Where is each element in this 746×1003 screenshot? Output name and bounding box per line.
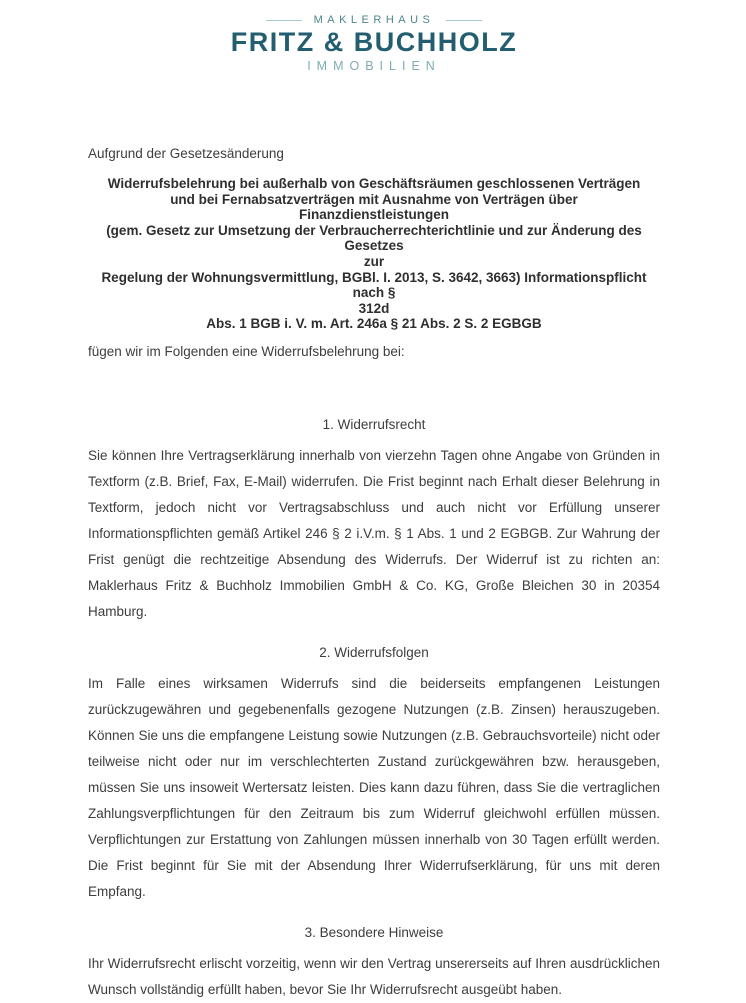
document-content [88, 146, 660, 1003]
document-title-line: zur [363, 253, 385, 269]
document-title-line: (gem. Gesetz zur Umsetzung der Verbraucherrechterichtlinie und zur Änderung des Gesetzes [106, 222, 642, 254]
intro-line: Aufgrund der Gesetzesänderung [88, 146, 284, 161]
document-title-line: Regelung der Wohnungsvermittlung, BGBl. I. 2013, S. 3642, 3663) Informationspflicht nach § [101, 269, 647, 301]
logo-company-name: FRITZ & BUCHHOLZ [230, 27, 518, 57]
section-body: Ihr Widerrufsrecht erlischt vorzeitig, wenn wir den Vertrag unsererseits auf Ihren ausdrücklichen Wunsch vollständig erfüllt haben, bevor Sie Ihr Widerrufsrecht ausgeübt haben. [88, 955, 660, 997]
company-logo [88, 14, 660, 74]
document-title-line: und bei Fernabsatzverträgen mit Ausnahme von Verträgen über [170, 191, 578, 207]
logo-overline-row [88, 14, 660, 26]
document-title-line: Widerrufsbelehrung bei außerhalb von Geschäftsräumen geschlossenen Verträgen [107, 176, 641, 191]
section-widerrufsrecht [88, 417, 660, 625]
logo-dash-left [266, 20, 302, 21]
section-widerrufsfolgen [88, 645, 660, 905]
section-besondere-hinweise [88, 925, 660, 1003]
section-body: Sie können Ihre Vertragserklärung innerhalb von vierzehn Tagen ohne Angabe von Gründen in Textform (z.B. Brief, Fax, E-Mail) widerrufen. Die Frist beginnt nach Erhalt dieser Belehrung in Textform, jedoch nicht vor Vertragsabschluss und auch nicht vor Erfüllung unserer Informationspflichten gemäß Artikel 246 § 2 i.V.m. § 1 Abs. 1 und 2 EGBGB. Zur Wahrung der Frist genügt die rechtzeitige Absendung des Widerrufs. Der Widerruf ist zu richten an: Maklerhaus Fritz & Buchholz Immobilien GmbH & Co. KG, Große Bleichen 30 in 20354 Hamburg. [88, 447, 660, 619]
logo-subtitle: IMMOBILIEN [307, 59, 441, 73]
document-title-line: 312d [358, 300, 390, 316]
document-title-line: Abs. 1 BGB i. V. m. Art. 246a § 21 Abs. 2 S. 2 EGBGB [206, 316, 542, 332]
section-title: 3. Besondere Hinweise [304, 924, 444, 940]
after-title-line: fügen wir im Folgenden eine Widerrufsbelehrung bei: [88, 343, 405, 359]
logo-overline-text: MAKLERHAUS [313, 14, 435, 26]
section-body: Im Falle eines wirksamen Widerrufs sind die beiderseits empfangenen Leistungen zurückzugewähren und gegebenenfalls gezogene Nutzungen (z.B. Zinsen) herauszugeben. Können Sie uns die empfangene Leistung sowie Nutzungen (z.B. Gebrauchsvorteile) nicht oder teilweise nicht oder nur im verschlechterten Zustand zurückgewähren bzw. herausgeben, müssen Sie uns insoweit Wertersatz leisten. Dies kann dazu führen, dass Sie die vertraglichen Zahlungsverpflichtungen für den Zeitraum bis zum Widerruf gleichwohl erfüllen müssen. Verpflichtungen zur Erstattung von Zahlungen müssen innerhalb von 30 Tagen erfüllt werden. Die Frist beginnt für Sie mit der Absendung Ihrer Widerrufserklärung, für uns mit deren Empfang. [88, 675, 660, 899]
logo-dash-right [446, 20, 482, 21]
document-title-line: Finanzdienstleistungen [298, 207, 449, 223]
document-title [88, 176, 660, 332]
section-title: 2. Widerrufsfolgen [319, 644, 429, 660]
section-title: 1. Widerrufsrecht [322, 416, 426, 432]
